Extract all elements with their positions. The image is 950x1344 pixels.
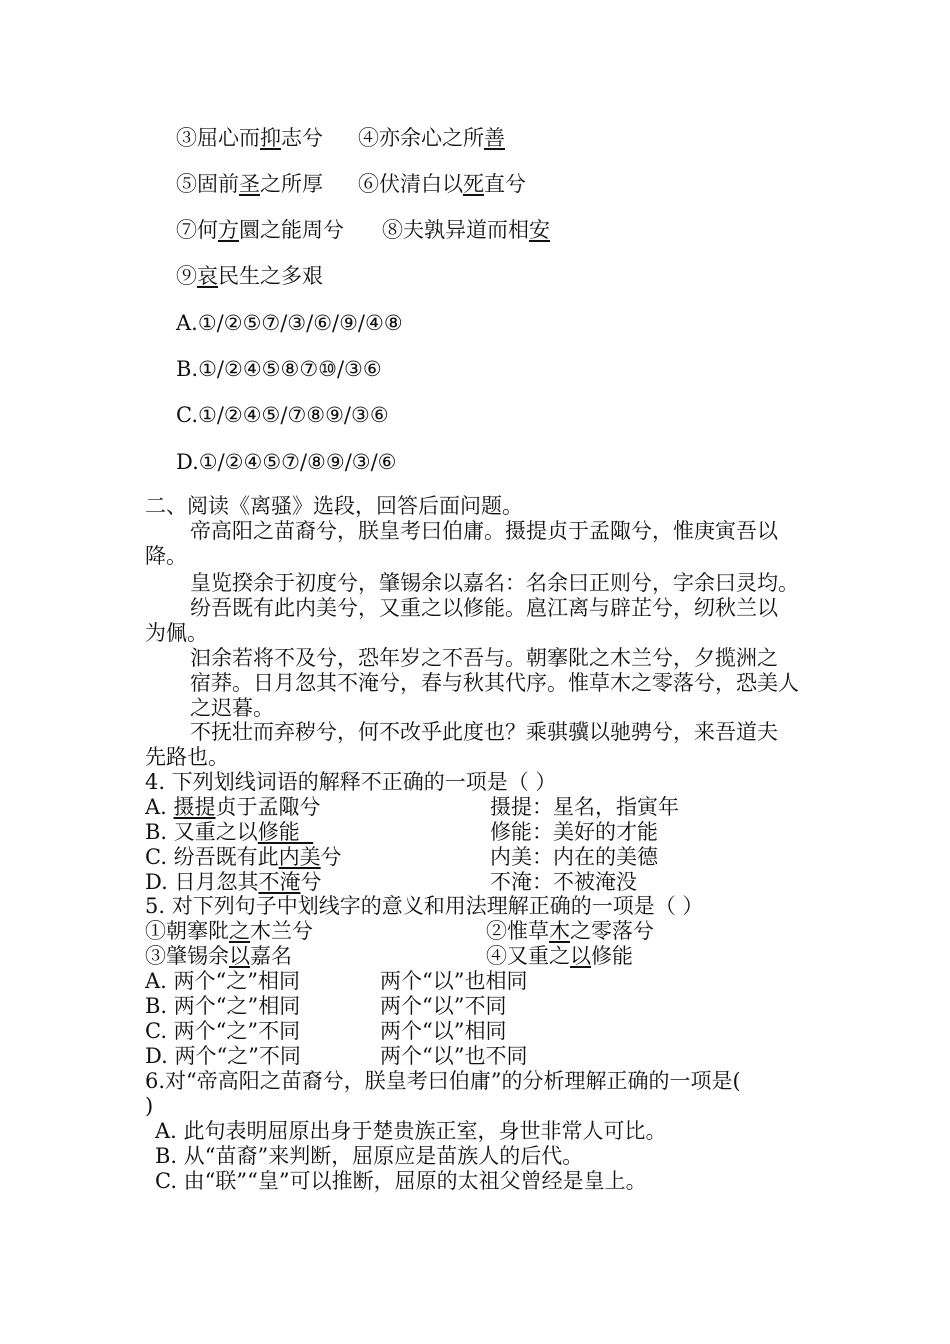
q3-row-2b [358,172,526,197]
q6-choice-a: A. 此句表明屈原出身于楚贵族正室，身世非常人可比。 [155,1119,667,1143]
text: ⑥伏清白以 [358,172,463,196]
text: 圜之能周兮 [239,218,344,242]
passage-line: 纷吾既有此内美兮，又重之以修能。扈江离与辟芷兮，纫秋兰以 [190,596,778,620]
underlined-char: 木 [549,919,570,943]
passage-line: 不抚壮而弃秽兮，何不改乎此度也？乘骐骥以驰骋兮，来吾道夫 [190,720,778,744]
q4-stem: 4. 下列划线词语的解释不正确的一项是（ ） [145,770,557,794]
q3-choice-c: C.①/②④⑤/⑦⑧⑨/③⑥ [176,403,389,427]
q4-option-a [145,795,321,820]
q4-option-b-gloss: 修能：美好的才能 [490,820,658,844]
underlined-char: 哀 [197,264,218,288]
q4-option-a-gloss: 摄提：星名，指寅年 [490,795,679,819]
text: B. 又重之以 [145,820,258,844]
text: ⑤固前 [176,172,239,196]
q3-choice-d: D.①/②④⑤⑦/⑧⑨/③/⑥ [176,450,397,474]
text: 直兮 [484,172,526,196]
q5-sentence-3 [145,944,292,969]
q5-stem: 5. 对下列句子中划线字的意义和用法理解正确的一项是（ ） [145,894,704,918]
passage-line: 降。 [145,544,187,568]
text: C. 纷吾既有此 [145,845,279,869]
text: ①朝搴阰 [145,919,229,943]
text: 之零落兮 [570,919,654,943]
underlined-char: 死 [463,172,484,196]
passage-line: 皇览揆余于初度兮，肇锡余以嘉名：名余曰正则兮，字余曰灵均。 [190,571,799,595]
underlined-char: 抑 [260,126,281,150]
text: ③肇锡余 [145,944,229,968]
text: 志兮 [281,126,323,150]
underlined-word: 摄提 [173,795,216,819]
section-heading: 二、阅读《离骚》选段，回答后面问题。 [145,494,523,518]
q5-choice-c-b: 两个“以”相同 [380,1019,507,1043]
passage-line: 帝高阳之苗裔兮，朕皇考曰伯庸。摄提贞于孟陬兮，惟庚寅吾以 [190,519,778,543]
q3-row-1b [358,126,505,151]
underlined-char: 方 [218,218,239,242]
text: 修能 [591,944,633,968]
underlined-char: 善 [484,126,505,150]
text: 民生之多艰 [218,264,323,288]
text: ⑨ [176,264,197,288]
q3-row-1 [176,126,323,151]
text: 之所厚 [260,172,323,196]
q4-option-d [145,870,321,895]
q6-stem: 6.对“帝高阳之苗裔兮，朕皇考曰伯庸”的分析理解正确的一项是( [145,1069,741,1093]
q5-choice-b-b: 两个“以”不同 [380,994,507,1018]
underlined-char: 安 [529,218,550,242]
q4-option-c-gloss: 内美：内在的美德 [490,845,658,869]
q5-sentence-1 [145,919,313,944]
text: 兮 [300,870,322,894]
q4-option-d-gloss: 不淹：不被淹没 [490,870,637,894]
underlined-word: 不淹 [258,870,301,894]
underlined-char: 以 [229,944,250,968]
passage-line: 先路也。 [145,745,229,769]
text: 贞于孟陬兮 [215,795,321,819]
underlined-word: 内美 [278,845,321,869]
q6-stem-cont: ) [145,1094,154,1118]
passage-line: 之迟暮。 [190,696,274,720]
text: A. [145,795,174,819]
q3-row-4 [176,264,323,289]
q3-row-3b [382,218,550,243]
text: ②惟草 [486,919,549,943]
q3-row-3 [176,218,344,243]
q5-sentence-4 [486,944,633,969]
text: ④亦余心之所 [358,126,484,150]
passage-line: 为佩。 [145,621,208,645]
q4-option-b [145,820,313,845]
q5-choice-d: D. 两个“之”不同 [145,1044,301,1068]
q6-choice-b: B. 从“苗裔”来判断，屈原应是苗族人的后代。 [155,1144,584,1168]
q3-choice-b: B.①/②④⑤⑧⑦⑩/③⑥ [176,357,382,381]
underlined-word: 修能 [257,820,314,844]
text: 嘉名 [250,944,292,968]
q5-choice-b: B. 两个“之”相同 [145,994,301,1018]
text: ⑧夫孰异道而相 [382,218,529,242]
text: D. 日月忽其 [145,870,259,894]
underlined-char: 圣 [239,172,260,196]
passage-line: 汩余若将不及兮，恐年岁之不吾与。朝搴阰之木兰兮，夕揽洲之 [190,646,778,670]
text: ⑦何 [176,218,218,242]
underlined-char: 以 [570,944,591,968]
q5-choice-c: C. 两个“之”不同 [145,1019,301,1043]
underlined-char: 之 [229,919,250,943]
q3-row-2 [176,172,323,197]
q6-choice-c: C. 由“联”“皇”可以推断，屈原的太祖父曾经是皇上。 [155,1169,647,1193]
q5-sentence-2 [486,919,654,944]
text: ④又重之 [486,944,570,968]
q4-option-c [145,845,342,870]
q5-choice-d-b: 两个“以”也不同 [380,1044,528,1068]
passage-line: 宿莽。日月忽其不淹兮，春与秋其代序。惟草木之零落兮，恐美人 [190,671,799,695]
text: ③屈心而 [176,126,260,150]
q3-choice-a: A.①/②⑤⑦/③/⑥/⑨/④⑧ [176,311,403,335]
text: 兮 [320,845,342,869]
q5-choice-a-b: 两个“以”也相同 [380,969,528,993]
text: 木兰兮 [250,919,313,943]
q5-choice-a: A. 两个“之”相同 [145,969,300,993]
